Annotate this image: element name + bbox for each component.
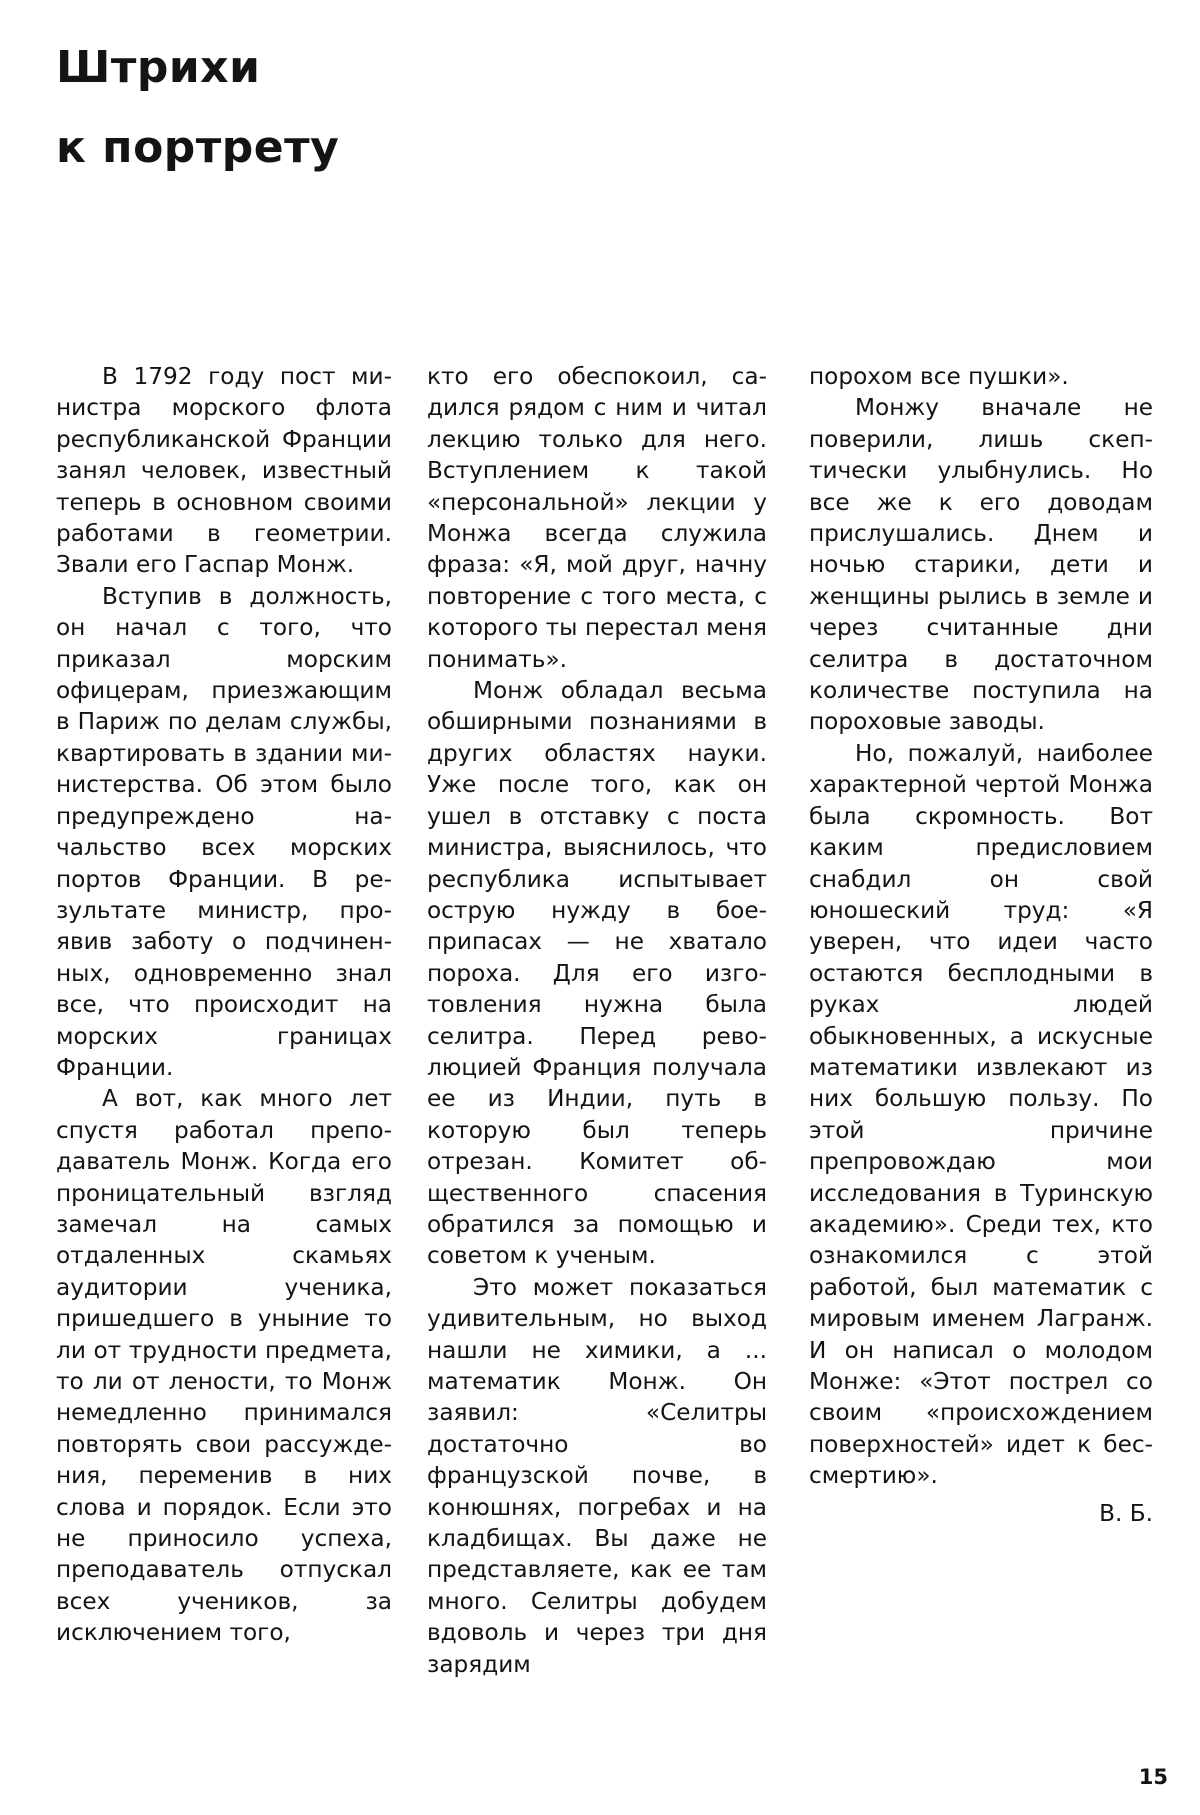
author-signature: В. Б. [1099, 1499, 1153, 1527]
paragraph-continuation: кто его обеспокоил, садился рядом с ним и читал лекцию только для него. Вступлением к такой «персональной» лекции у Монжа всегда служила фраза: «Я, мой друг, начну повторение с того места, с которого ты перестал меня понимать». [427, 363, 767, 673]
paragraph: Это может показаться удивительным, но выход нашли не химики, а ... математик Монж. Он заявил: «Селитры достаточно во французской почве, в конюшнях, погребах и на кладбищах. Вы даже не представляете, как ее там много. Селитры добудем вдоволь и через три дня зарядим [427, 1273, 767, 1678]
page-title [56, 28, 339, 188]
text-column-2 [427, 361, 767, 1680]
paragraph-continuation: порохом все пушки». [809, 363, 1069, 390]
paragraph: В 1792 году пост министра морского флота республиканской Франции занял человек, известный теперь в основном своими работами в геометрии. Звали его Гаспар Монж. [56, 363, 392, 579]
paragraph: Но, пожалуй, наиболее характерной чертой Монжа была скромность. Вот каким предисловием снабдил он свой юношеский труд: «Я уверен, что идеи часто остаются бесплодными в руках людей обыкновенных, а искусные математики извлекают из них большую пользу. По этой причине препровождаю мои исследования в Туринскую академию». Среди тех, кто ознакомился с этой работой, был математик с мировым именем Лагранж. И он написал о молодом Монже: «Этот пострел со своим «происхождением поверхностей» идет к бессмертию». [809, 739, 1153, 1490]
page-number: 15 [1138, 1765, 1168, 1789]
title-line-2: к портрету [56, 122, 340, 173]
text-column-1 [56, 361, 392, 1649]
title-line-1: Штрихи [56, 42, 261, 93]
paragraph: Вступив в должность, он начал с того, что приказал морским офицерам, приезжающим в Париж по делам службы, квартировать в здании министерства. Об этом было предупреждено начальство всех морских портов Франции. В результате министр, проявив заботу о подчиненных, одновременно знал все, что происходит на морских границах Франции. [56, 582, 392, 1081]
paragraph: Монжу вначале не поверили, лишь скептически улыбнулись. Но все же к его доводам прислушались. Днем и ночью старики, дети и женщины рылись в земле и через считанные дни селитра в достаточном количестве поступила на пороховые заводы. [809, 394, 1153, 736]
text-column-3 [809, 361, 1153, 1529]
paragraph: Монж обладал весьма обширными познаниями в других областях науки. Уже после того, как он ушел в отставку с поста министра, выяснилось, что республика испытывает острую нужду в боеприпасах — не хватало пороха. Для его изготовления нужна была селитра. Перед революцией Франция получала ее из Индии, путь в которую был теперь отрезан. Комитет общественного спасения обратился за помощью и советом к ученым. [427, 677, 767, 1270]
paragraph: А вот, как много лет спустя работал преподаватель Монж. Когда его проницательный взгляд замечал на самых отдаленных скамьях аудитории ученика, пришедшего в уныние то ли от трудности предмета, то ли от лености, то Монж немедленно принимался повторять свои рассуждения, переменив в них слова и порядок. Если это не приносило успеха, преподаватель отпускал всех учеников, за исключением того, [56, 1085, 392, 1647]
